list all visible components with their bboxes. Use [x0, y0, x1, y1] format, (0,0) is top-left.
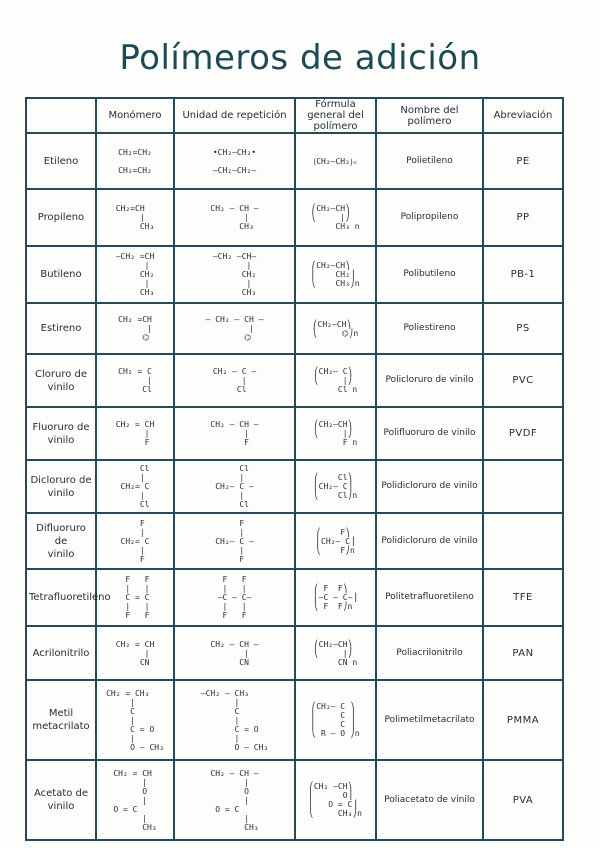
repeat-unit-cell — [174, 303, 295, 354]
abbreviation-cell — [483, 513, 563, 569]
polymer-name-cell: Poliacrilonitrilo — [376, 626, 483, 680]
general-formula-cell-text: ⟮CH₂–CH₂⟯ₙ — [313, 156, 358, 166]
header-monomer: Monómero — [96, 98, 174, 133]
repeat-unit-cell — [174, 354, 295, 407]
abbreviation-cell: PS — [483, 303, 563, 354]
monomer-structure-cell — [96, 303, 174, 354]
general-formula-cell-text: ⎛ F⎞ ⎜CH₂– C⎟ ⎝ F⎠n — [316, 527, 355, 555]
monomer-structure-cell — [96, 354, 174, 407]
repeat-unit-cell-text: •CH₂–CH₂• –CH₂–CH₂– — [212, 147, 257, 175]
abbreviation-cell: PMMA — [483, 680, 563, 760]
polymer-name-cell: Polidicloruro de vinilo — [376, 460, 483, 513]
repeat-unit-cell — [174, 680, 295, 760]
page-title: Polímeros de adición — [119, 38, 481, 78]
abbreviation-cell: TFE — [483, 569, 563, 626]
monomer-structure-cell-text: CH₂ = C | Cl — [118, 367, 152, 394]
general-formula-cell — [295, 303, 376, 354]
header-abbreviation: Abreviación — [483, 98, 563, 133]
general-formula-cell — [295, 460, 376, 513]
table-row — [26, 133, 563, 189]
monomer-structure-cell — [96, 460, 174, 513]
monomer-name-cell: Dicloruro de vinilo — [26, 460, 96, 513]
abbreviation-cell: PVA — [483, 760, 563, 840]
polymer-name-cell: Polietileno — [376, 133, 483, 189]
general-formula-cell-text: ⎛CH₂– C ⎞ ⎜ C ⎟ ⎜ C ⎟ ⎝ R – O ⎠n — [311, 702, 360, 738]
repeat-unit-cell-text: –CH₂ –CH– | CH₂ | CH₃ — [212, 252, 257, 297]
table-row — [26, 626, 563, 680]
polymer-name-cell: Politetrafluoretileno — [376, 569, 483, 626]
monomer-structure-cell-text: –CH₂ =CH | CH₂ | CH₃ — [115, 252, 155, 297]
repeat-unit-cell — [174, 246, 295, 303]
table-row — [26, 680, 563, 760]
table-header-row — [26, 98, 563, 133]
table-row — [26, 407, 563, 460]
general-formula-cell-text: ⎛CH₂–CH⎞ ⎝ |⎠ CH₃ n — [311, 204, 360, 231]
monomer-structure-cell-text: CH₂ = CH₃ | C | C = O | O – CH₃ — [106, 688, 164, 752]
repeat-unit-cell-text: Cl | CH₂– C – | Cl — [215, 464, 254, 509]
monomer-structure-cell — [96, 760, 174, 840]
monomer-structure-cell — [96, 407, 174, 460]
repeat-unit-cell-text: CH₂ – CH – | CN — [210, 639, 259, 667]
abbreviation-cell — [483, 460, 563, 513]
abbreviation-cell: PP — [483, 189, 563, 246]
general-formula-cell — [295, 189, 376, 246]
monomer-name-cell: Tetrafluoretileno — [26, 569, 96, 626]
polymers-table — [25, 97, 564, 841]
repeat-unit-cell — [174, 407, 295, 460]
general-formula-cell — [295, 513, 376, 569]
monomer-structure-cell-text: CH₂=CH₂ CH₂=CH₂ — [118, 147, 152, 175]
general-formula-cell-text: ⎛ Cl⎞ ⎜CH₂– C⎟ ⎝ Cl⎠n — [313, 473, 358, 500]
monomer-structure-cell-text: CH₂ =CH | ⌬ — [118, 315, 152, 342]
repeat-unit-cell-text: CH₂ – CH – | F — [210, 420, 259, 447]
monomer-name-cell: Propileno — [26, 189, 96, 246]
repeat-unit-cell-text: –CH₂ – CH₃ | C | C = O | O – CH₃ — [200, 688, 269, 752]
monomer-name-cell: Fluoruro de vinilo — [26, 407, 96, 460]
repeat-unit-cell — [174, 189, 295, 246]
polymer-name-cell: Polipropileno — [376, 189, 483, 246]
monomer-structure-cell-text: F | CH₂= C | F — [120, 518, 150, 564]
table-row — [26, 460, 563, 513]
table-row — [26, 354, 563, 407]
monomer-name-cell: Acrilonitrilo — [26, 626, 96, 680]
monomer-name-cell: Etileno — [26, 133, 96, 189]
abbreviation-cell: PVDF — [483, 407, 563, 460]
repeat-unit-cell — [174, 626, 295, 680]
general-formula-cell-text: ⎛CH₂–CH⎞ ⎝ |⎠ F n — [313, 420, 358, 447]
general-formula-cell — [295, 133, 376, 189]
general-formula-cell-text: ⎛ F F⎞ ⎜–C – C–⎟ ⎝ F F⎠n — [313, 584, 358, 611]
table-row — [26, 569, 563, 626]
monomer-name-cell: Metil metacrilato — [26, 680, 96, 760]
repeat-unit-cell-text: CH₂ – C – | Cl — [212, 367, 257, 394]
abbreviation-cell: PVC — [483, 354, 563, 407]
general-formula-cell-text: ⎛CH₂ –CH⎞ ⎜ O⎟ ⎜ O = C⎟ ⎝ CH₃⎠n — [309, 782, 362, 818]
repeat-unit-cell — [174, 133, 295, 189]
repeat-unit-cell — [174, 760, 295, 840]
general-formula-cell — [295, 760, 376, 840]
general-formula-cell-text: ⎛CH₂– C⎞ ⎝ |⎠ Cl n — [313, 367, 358, 394]
general-formula-cell-text: ⎛CH₂–CH⎞ ⎝ ⌬⎠n — [312, 319, 359, 338]
general-formula-cell — [295, 407, 376, 460]
general-formula-cell — [295, 626, 376, 680]
monomer-name-cell: Butileno — [26, 246, 96, 303]
repeat-unit-cell-text: – CH₂ – CH – | ⌬ — [205, 315, 264, 342]
monomer-structure-cell-text: CH₂ = CH | F — [115, 420, 155, 447]
header-general-formula: Fórmula general del polímero — [295, 98, 376, 133]
table-row — [26, 513, 563, 569]
header-polymer-name: Nombre del polímero — [376, 98, 483, 133]
polymer-name-cell: Policloruro de vinilo — [376, 354, 483, 407]
table-row — [26, 303, 563, 354]
general-formula-cell — [295, 354, 376, 407]
polymer-name-cell: Polifluoruro de vinilo — [376, 407, 483, 460]
monomer-name-cell: Cloruro de vinilo — [26, 354, 96, 407]
general-formula-cell-text: ⎛CH₂–CH⎞ ⎝ |⎠ CN n — [313, 639, 358, 667]
monomer-name-cell: Estireno — [26, 303, 96, 354]
monomer-structure-cell — [96, 246, 174, 303]
repeat-unit-cell-text: F | CH₂– C – | F — [215, 518, 254, 564]
repeat-unit-cell — [174, 569, 295, 626]
polymer-name-cell: Polibutileno — [376, 246, 483, 303]
repeat-unit-cell — [174, 513, 295, 569]
abbreviation-cell: PE — [483, 133, 563, 189]
monomer-structure-cell-text: Cl | CH₂= C | Cl — [120, 464, 150, 509]
monomer-name-cell: Difluoruro de vinilo — [26, 513, 96, 569]
polymer-name-cell: Poliestireno — [376, 303, 483, 354]
table-row — [26, 189, 563, 246]
monomer-structure-cell — [96, 626, 174, 680]
monomer-structure-cell-text: CH₂ = CH | O | O = C | CH₃ — [113, 768, 157, 832]
table-row — [26, 760, 563, 840]
abbreviation-cell: PB-1 — [483, 246, 563, 303]
monomer-structure-cell — [96, 680, 174, 760]
repeat-unit-cell — [174, 460, 295, 513]
repeat-unit-cell-text: CH₂ – CH – | CH₃ — [210, 204, 259, 231]
general-formula-cell-text: ⎛CH₂–CH⎞ ⎜ CH₂⎟ ⎝ CH₃⎠n — [311, 261, 360, 288]
monomer-structure-cell — [96, 133, 174, 189]
monomer-structure-cell-text: CH₂=CH | CH₃ — [115, 204, 155, 231]
monomer-structure-cell-text: CH₂ = CH | CN — [115, 639, 155, 667]
abbreviation-cell: PAN — [483, 626, 563, 680]
repeat-unit-cell-text: CH₂ – CH – | O | O = C | CH₃ — [210, 768, 259, 832]
polymer-name-cell: Poliacetato de vinilo — [376, 760, 483, 840]
monomer-structure-cell — [96, 513, 174, 569]
general-formula-cell — [295, 569, 376, 626]
repeat-unit-cell-text: F F | | –C – C– | | F F — [217, 575, 252, 620]
monomer-structure-cell — [96, 189, 174, 246]
monomer-structure-cell-text: F F | | C = C | | F F — [125, 575, 150, 620]
general-formula-cell — [295, 680, 376, 760]
table-row — [26, 246, 563, 303]
polymer-name-cell: Polidicloruro de vinilo — [376, 513, 483, 569]
header-repeat-unit: Unidad de repetición — [174, 98, 295, 133]
header-blank — [26, 98, 96, 133]
monomer-name-cell: Acetato de vinilo — [26, 760, 96, 840]
polymer-name-cell: Polimetilmetacrilato — [376, 680, 483, 760]
general-formula-cell — [295, 246, 376, 303]
